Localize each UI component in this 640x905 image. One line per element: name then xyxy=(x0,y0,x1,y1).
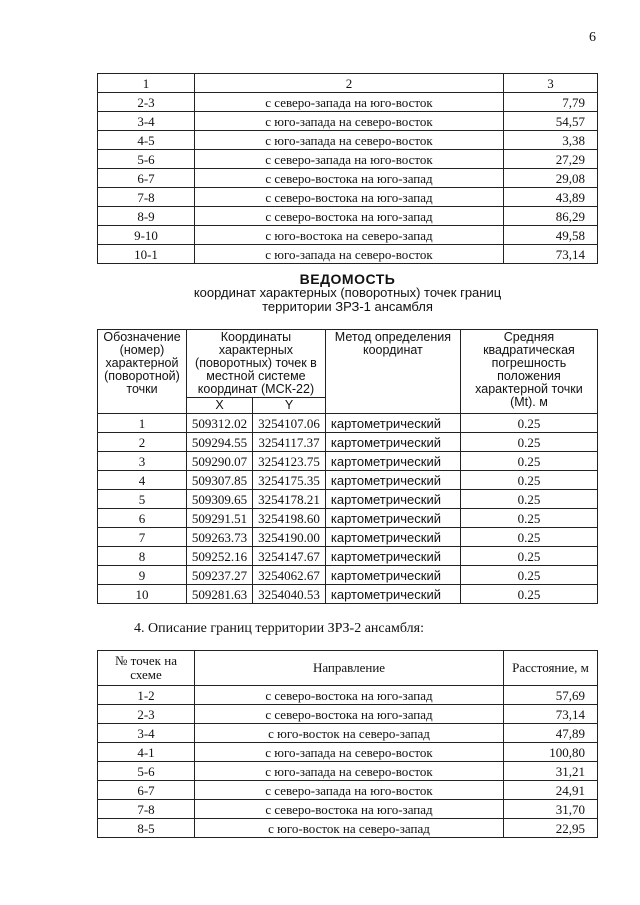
table-cell: картометрический xyxy=(325,452,460,471)
table-cell: с юго-запада на северо-восток xyxy=(195,743,504,762)
page-number: 6 xyxy=(589,30,596,45)
table-cell: 5-6 xyxy=(98,150,195,169)
column-number-2: 2 xyxy=(195,74,504,93)
table-cell: 3,38 xyxy=(504,131,598,150)
table-cell: 3254107.06 xyxy=(253,414,326,433)
table-cell: 3254190.00 xyxy=(253,528,326,547)
table-cell: 6-7 xyxy=(98,169,195,188)
table-cell: 43,89 xyxy=(504,188,598,207)
table-cell: 509294.55 xyxy=(187,433,253,452)
table-cell: 8-9 xyxy=(98,207,195,226)
table-cell: 7 xyxy=(98,528,187,547)
header-x: X xyxy=(187,398,253,414)
table-cell: 3-4 xyxy=(98,724,195,743)
table-cell: картометрический xyxy=(325,490,460,509)
table-cell: 509312.02 xyxy=(187,414,253,433)
table-cell: 27,29 xyxy=(504,150,598,169)
table-cell: картометрический xyxy=(325,528,460,547)
table-cell: с северо-востока на юго-запад xyxy=(195,686,504,705)
table-cell: 57,69 xyxy=(504,686,598,705)
table-cell: 509291.51 xyxy=(187,509,253,528)
table-cell: с юго-запада на северо-восток xyxy=(195,112,504,131)
table-cell: 8 xyxy=(98,547,187,566)
table-cell: с северо-востока на юго-запад xyxy=(195,800,504,819)
table-cell: 4-5 xyxy=(98,131,195,150)
table-cell: 1 xyxy=(98,414,187,433)
table-cell: 509252.16 xyxy=(187,547,253,566)
table-row xyxy=(98,705,598,724)
table-cell: 0.25 xyxy=(460,452,597,471)
table-cell: с юго-восток на северо-запад xyxy=(195,724,504,743)
table-cell: 5-6 xyxy=(98,762,195,781)
table-cell: с северо-запада на юго-восток xyxy=(195,150,504,169)
boundary-table-zrz1 xyxy=(97,73,598,264)
table-row xyxy=(98,112,598,131)
table-cell: картометрический xyxy=(325,566,460,585)
table-cell: 100,80 xyxy=(504,743,598,762)
table-cell: 0.25 xyxy=(460,585,597,604)
vedomost-title-block xyxy=(97,272,598,314)
section-4-title: 4. Описание границ территории ЗРЗ-2 ансамбля: xyxy=(134,621,424,636)
boundary-table-zrz2 xyxy=(97,650,598,838)
table-cell: картометрический xyxy=(325,547,460,566)
vedomost-subtitle-line2: территории ЗРЗ-1 ансамбля xyxy=(262,299,433,314)
vedomost-subtitle-line1: координат характерных (поворотных) точек границ xyxy=(193,285,502,300)
table-cell: 0.25 xyxy=(460,566,597,585)
table-cell: 7,79 xyxy=(504,93,598,112)
vedomost-title: ВЕДОМОСТЬ xyxy=(299,271,396,287)
table-cell: 509263.73 xyxy=(187,528,253,547)
table-cell: 0.25 xyxy=(460,547,597,566)
table-row xyxy=(98,819,598,838)
table-cell: 3-4 xyxy=(98,112,195,131)
table-row xyxy=(98,414,598,433)
table-cell: 3254123.75 xyxy=(253,452,326,471)
table-cell: с северо-востока на юго-запад xyxy=(195,169,504,188)
table-cell: 8-5 xyxy=(98,819,195,838)
table-cell: 3254040.53 xyxy=(253,585,326,604)
table-cell: 3 xyxy=(98,452,187,471)
table-row xyxy=(98,226,598,245)
table-cell: с юго-восток на северо-запад xyxy=(195,819,504,838)
table-cell: с юго-запада на северо-восток xyxy=(195,245,504,264)
table-row xyxy=(98,452,598,471)
table-row xyxy=(98,781,598,800)
table-cell: 31,70 xyxy=(504,800,598,819)
table-cell: картометрический xyxy=(325,585,460,604)
table-cell: 2-3 xyxy=(98,93,195,112)
table-cell: с юго-востока на северо-запад xyxy=(195,226,504,245)
table-row xyxy=(98,585,598,604)
table-row xyxy=(98,150,598,169)
table-header-row xyxy=(98,74,598,93)
table-cell: 9 xyxy=(98,566,187,585)
table-cell: 0.25 xyxy=(460,414,597,433)
table-row xyxy=(98,131,598,150)
table-cell: 22,95 xyxy=(504,819,598,838)
table-row xyxy=(98,188,598,207)
table-cell: 86,29 xyxy=(504,207,598,226)
table-cell: 0.25 xyxy=(460,490,597,509)
table-cell: с юго-запада на северо-восток xyxy=(195,131,504,150)
header-direction: Направление xyxy=(195,651,504,686)
table-row xyxy=(98,509,598,528)
table-cell: 3254178.21 xyxy=(253,490,326,509)
table-cell: 509309.65 xyxy=(187,490,253,509)
table-row xyxy=(98,743,598,762)
table-cell: 4-1 xyxy=(98,743,195,762)
table-cell: 0.25 xyxy=(460,528,597,547)
column-number-1: 1 xyxy=(98,74,195,93)
table-cell: с юго-запада на северо-восток xyxy=(195,762,504,781)
table-row xyxy=(98,528,598,547)
table-cell: 509281.63 xyxy=(187,585,253,604)
table-row xyxy=(98,762,598,781)
table-cell: 3254117.37 xyxy=(253,433,326,452)
table-cell: 47,89 xyxy=(504,724,598,743)
header-coordinates: Координаты характерных (поворотных) точек в местной системе координат (МСК-22) xyxy=(187,330,326,398)
table-cell: картометрический xyxy=(325,509,460,528)
table-row xyxy=(98,207,598,226)
table-cell: 3254198.60 xyxy=(253,509,326,528)
table-cell: картометрический xyxy=(325,471,460,490)
table-row xyxy=(98,724,598,743)
table-row xyxy=(98,566,598,585)
table-cell: 509307.85 xyxy=(187,471,253,490)
table-cell: 2-3 xyxy=(98,705,195,724)
table-cell: с северо-запада на юго-восток xyxy=(195,781,504,800)
table-row xyxy=(98,433,598,452)
table-cell: 6 xyxy=(98,509,187,528)
table-cell: 49,58 xyxy=(504,226,598,245)
column-number-3: 3 xyxy=(504,74,598,93)
header-error: Средняя квадратическая погрешность положения характерной точки (Mt). м xyxy=(460,330,597,414)
table-cell: 10 xyxy=(98,585,187,604)
table-row xyxy=(98,93,598,112)
table-row xyxy=(98,800,598,819)
table-cell: 3254062.67 xyxy=(253,566,326,585)
table-row xyxy=(98,686,598,705)
header-y: Y xyxy=(253,398,326,414)
table-cell: с северо-запада на юго-восток xyxy=(195,93,504,112)
header-distance: Расстояние, м xyxy=(504,651,598,686)
table-row xyxy=(98,490,598,509)
table-cell: 0.25 xyxy=(460,433,597,452)
table-cell: 5 xyxy=(98,490,187,509)
table-cell: картометрический xyxy=(325,433,460,452)
header-points: № точек на схеме xyxy=(98,651,195,686)
table-cell: 3254147.67 xyxy=(253,547,326,566)
header-point-designation: Обозначение (номер) характерной (поворотной) точки xyxy=(98,330,187,414)
table-cell: с северо-востока на юго-запад xyxy=(195,705,504,724)
table-cell: 73,14 xyxy=(504,705,598,724)
table-cell: 2 xyxy=(98,433,187,452)
table-row xyxy=(98,245,598,264)
header-method: Метод определения координат xyxy=(325,330,460,414)
table-cell: 10-1 xyxy=(98,245,195,264)
table-cell: 3254175.35 xyxy=(253,471,326,490)
table-cell: 31,21 xyxy=(504,762,598,781)
table-cell: 6-7 xyxy=(98,781,195,800)
table-cell: 1-2 xyxy=(98,686,195,705)
table-cell: 7-8 xyxy=(98,800,195,819)
table-cell: 4 xyxy=(98,471,187,490)
table-cell: 0.25 xyxy=(460,471,597,490)
table-cell: 509237.27 xyxy=(187,566,253,585)
table-cell: 24,91 xyxy=(504,781,598,800)
table-cell: 73,14 xyxy=(504,245,598,264)
table-row xyxy=(98,169,598,188)
table-cell: 0.25 xyxy=(460,509,597,528)
table-cell: 7-8 xyxy=(98,188,195,207)
table-cell: с северо-востока на юго-запад xyxy=(195,207,504,226)
table-cell: 29,08 xyxy=(504,169,598,188)
table-cell: с северо-востока на юго-запад xyxy=(195,188,504,207)
table-row xyxy=(98,471,598,490)
table-cell: картометрический xyxy=(325,414,460,433)
table-cell: 9-10 xyxy=(98,226,195,245)
table-row xyxy=(98,547,598,566)
coordinates-table xyxy=(97,329,598,604)
table-cell: 509290.07 xyxy=(187,452,253,471)
table-cell: 54,57 xyxy=(504,112,598,131)
